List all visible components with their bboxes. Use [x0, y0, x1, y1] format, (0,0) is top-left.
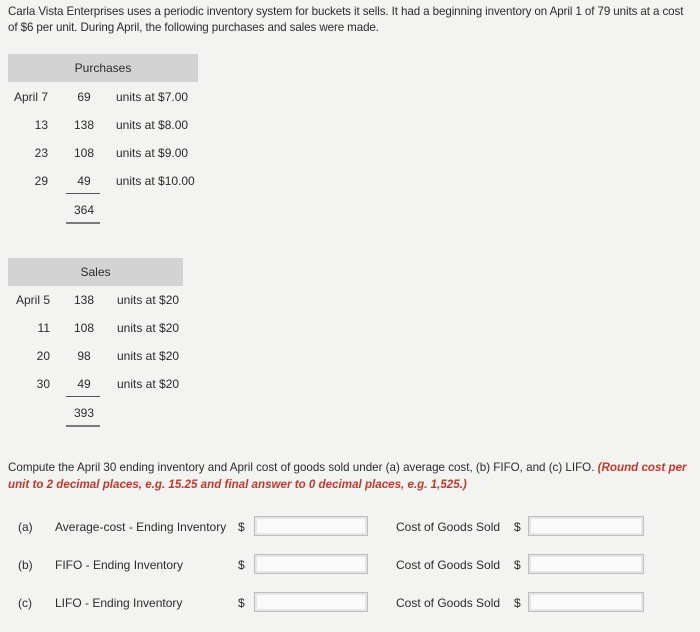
currency-symbol: $: [238, 558, 245, 572]
cogs-label: Cost of Goods Sold: [396, 558, 501, 572]
ending-inventory-label: LIFO - Ending Inventory: [55, 596, 183, 610]
purchases-header: Purchases: [8, 54, 198, 82]
purchase-desc: units at $9.00: [116, 146, 189, 160]
rounding-note: (Round cost per unit to 2 decimal places, e.g. 15.25 and final answer to 0 decimal places, e.g. 1,525.): [8, 461, 687, 491]
average-ending-inventory-input[interactable]: [254, 516, 368, 536]
sale-date: April 5: [15, 293, 50, 307]
purchase-date: April 7: [13, 90, 48, 104]
total-double-rule: [66, 425, 100, 427]
purchase-date: 23: [34, 146, 48, 160]
purchase-desc: units at $8.00: [116, 118, 189, 132]
currency-symbol: $: [514, 596, 521, 610]
sale-qty: 138: [73, 293, 95, 307]
average-cogs-input[interactable]: [528, 516, 644, 536]
sale-date: 30: [36, 377, 50, 391]
ending-inventory-label: Average-cost - Ending Inventory: [55, 520, 227, 534]
subtotal-rule: [66, 193, 100, 194]
sale-qty: 108: [73, 321, 95, 335]
sale-desc: units at $20: [117, 293, 180, 307]
lifo-ending-inventory-input[interactable]: [254, 592, 368, 612]
sales-header: Sales: [8, 258, 183, 286]
part-label: (a): [18, 520, 33, 534]
intro-line-1: Carla Vista Enterprises uses a periodic inventory system for buckets it sells. It had a beginning inventory on April 1 of 79 units at a cost: [8, 5, 684, 18]
purchases-total: 364: [73, 203, 95, 217]
part-label: (b): [18, 558, 33, 572]
purchase-qty: 138: [73, 118, 95, 132]
fifo-cogs-input[interactable]: [528, 554, 644, 574]
instructions-text: Compute the April 30 ending inventory and April cost of goods sold under (a) average cost, (b) FIFO, and (c) LIFO.: [8, 461, 595, 474]
purchase-qty: 69: [77, 90, 91, 104]
cogs-label: Cost of Goods Sold: [396, 520, 501, 534]
purchase-qty: 49: [77, 174, 91, 188]
sale-desc: units at $20: [117, 321, 180, 335]
sale-date: 11: [37, 321, 50, 335]
sales-total: 393: [73, 406, 95, 420]
sale-qty: 49: [77, 377, 91, 391]
ending-inventory-label: FIFO - Ending Inventory: [55, 558, 184, 572]
currency-symbol: $: [238, 596, 245, 610]
total-double-rule: [66, 222, 100, 224]
lifo-cogs-input[interactable]: [528, 592, 644, 612]
currency-symbol: $: [514, 520, 521, 534]
purchase-date: 29: [34, 174, 48, 188]
sale-desc: units at $20: [117, 377, 180, 391]
currency-symbol: $: [238, 520, 245, 534]
problem-intro: [8, 4, 698, 36]
subtotal-rule: [66, 396, 100, 397]
currency-symbol: $: [514, 558, 521, 572]
purchase-qty: 108: [73, 146, 95, 160]
fifo-ending-inventory-input[interactable]: [254, 554, 368, 574]
sale-desc: units at $20: [117, 349, 180, 363]
instructions: [8, 459, 688, 493]
purchase-desc: units at $10.00: [116, 174, 195, 188]
purchase-date: 13: [34, 118, 48, 132]
sale-date: 20: [36, 349, 50, 363]
sale-qty: 98: [77, 349, 91, 363]
intro-line-2: of $6 per unit. During April, the following purchases and sales were made.: [8, 21, 379, 34]
purchase-desc: units at $7.00: [116, 90, 189, 104]
cogs-label: Cost of Goods Sold: [396, 596, 501, 610]
part-label: (c): [18, 596, 32, 610]
